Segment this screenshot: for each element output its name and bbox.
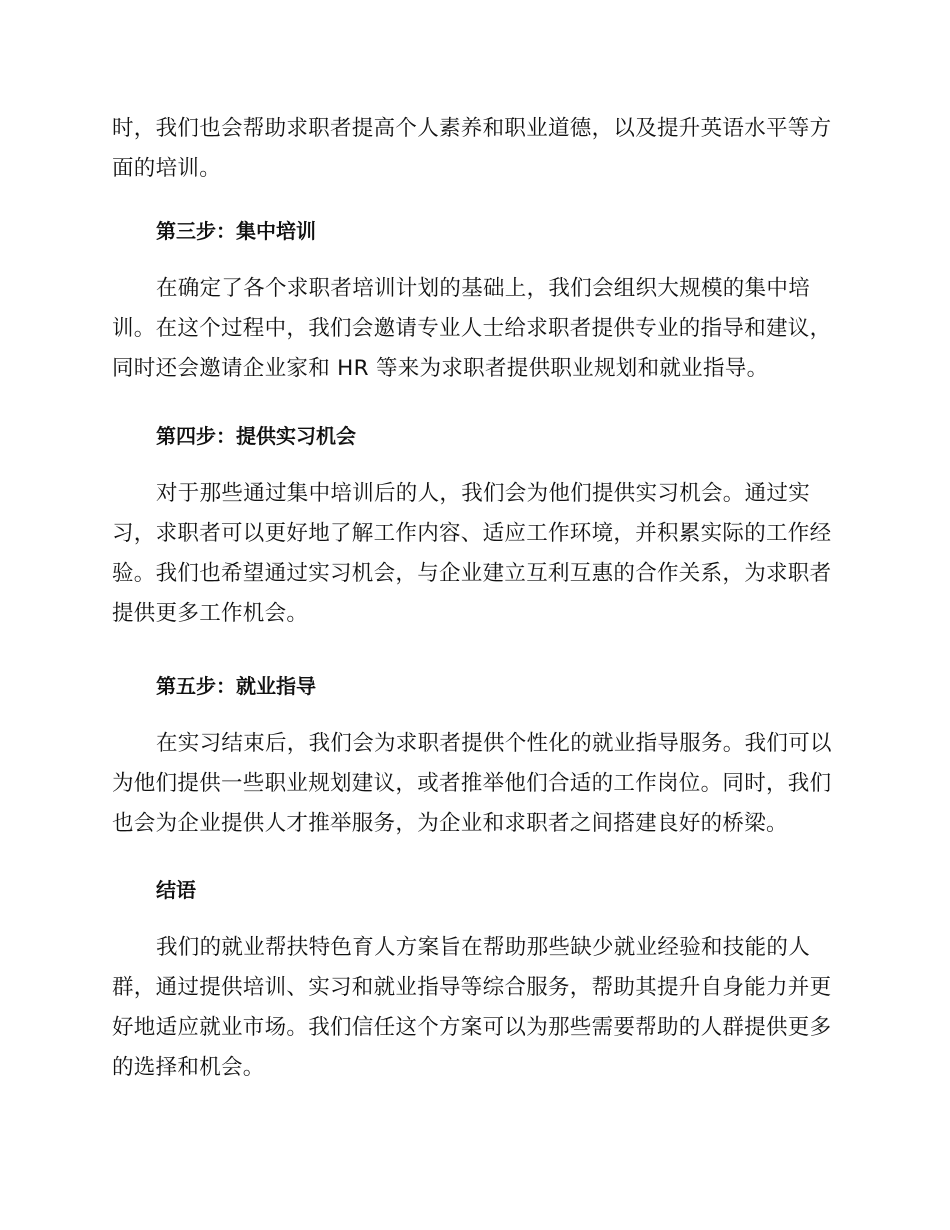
intro-paragraph (112, 109, 832, 189)
paragraph-line: 我们的就业帮扶特色育人方案旨在帮助那些缺少就业经验和技能的人 (156, 935, 811, 960)
paragraph-line: 对于那些通过集中培训后的人，我们会为他们提供实习机会。通过实 (156, 481, 811, 506)
step4-heading: 第四步：提供实习机会 (156, 424, 356, 448)
paragraph-line: 面的培训。 (112, 156, 222, 181)
paragraph-line: 也会为企业提供人才推举服务，为企业和求职者之间搭建良好的桥梁。 (112, 811, 788, 836)
paragraph-line: 训。在这个过程中，我们会邀请专业人士给求职者提供专业的指导和建议， (112, 316, 832, 341)
paragraph-line: 同时还会邀请企业家和 HR 等来为求职者提供职业规划和就业指导。 (112, 356, 769, 381)
step5-paragraph (112, 724, 832, 844)
paragraph-line: 习，求职者可以更好地了解工作内容、适应工作环境，并积累实际的工作经 (112, 521, 832, 546)
paragraph-line: 时，我们也会帮助求职者提高个人素养和职业道德，以及提升英语水平等方 (112, 116, 832, 141)
conclusion-paragraph (112, 928, 832, 1088)
step4-paragraph (112, 474, 832, 634)
conclusion-heading: 结语 (156, 878, 196, 902)
step3-heading: 第三步：集中培训 (156, 219, 316, 243)
paragraph-line: 为他们提供一些职业规划建议，或者推举他们合适的工作岗位。同时，我们 (112, 771, 832, 796)
paragraph-line: 提供更多工作机会。 (112, 601, 309, 626)
paragraph-line: 在确定了各个求职者培训计划的基础上，我们会组织大规模的集中培 (156, 276, 811, 301)
step3-paragraph (112, 269, 832, 389)
paragraph-line: 验。我们也希望通过实习机会，与企业建立互利互惠的合作关系，为求职者 (112, 561, 832, 586)
paragraph-line: 在实习结束后，我们会为求职者提供个性化的就业指导服务。我们可以 (156, 731, 832, 756)
step5-heading: 第五步：就业指导 (156, 674, 316, 698)
paragraph-line: 的选择和机会。 (112, 1055, 265, 1080)
paragraph-line: 群，通过提供培训、实习和就业指导等综合服务，帮助其提升自身能力并更 (112, 975, 832, 1000)
paragraph-line: 好地适应就业市场。我们信任这个方案可以为那些需要帮助的人群提供更多 (112, 1015, 832, 1040)
